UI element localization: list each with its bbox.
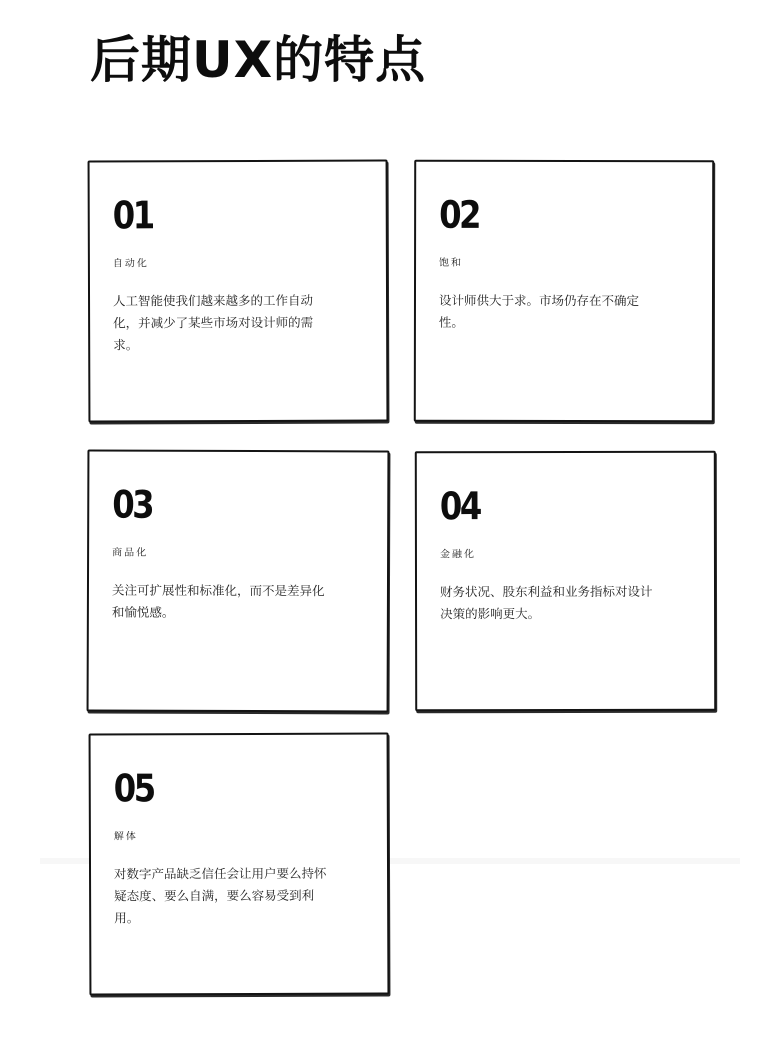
page-title: 后期UX的特点: [90, 31, 427, 89]
card-number: 04: [439, 484, 480, 529]
feature-card-04: [415, 451, 716, 712]
card-description: 关注可扩展性和标准化，而不是差异化和愉悦感。: [111, 582, 325, 620]
card-tag: 金融化: [439, 549, 476, 561]
card-description: 财务状况、股东利益和业务指标对设计决策的影响更大。: [440, 583, 653, 622]
card-tag: 解体: [113, 831, 138, 843]
card-number: 02: [439, 192, 480, 237]
feature-card-02: [414, 160, 714, 423]
card-description: 对数字产品缺乏信任会让用户要么持怀疑态度、要么自满，要么容易受到利用。: [114, 865, 327, 926]
card-number: 05: [113, 766, 154, 811]
card-number: 01: [112, 193, 153, 238]
feature-card-05: [89, 732, 390, 995]
card-tag: 自动化: [112, 258, 149, 270]
feature-card-01: [88, 159, 389, 422]
card-tag: 饱和: [439, 257, 464, 269]
feature-card-03: [87, 449, 390, 712]
card-number: 03: [112, 482, 153, 527]
card-tag: 商品化: [112, 547, 149, 559]
card-description: 人工智能使我们越来越多的工作自动化，并减少了某些市场对设计师的需求。: [113, 292, 314, 353]
card-description: 设计师供大于求。市场仍存在不确定性。: [438, 292, 640, 330]
